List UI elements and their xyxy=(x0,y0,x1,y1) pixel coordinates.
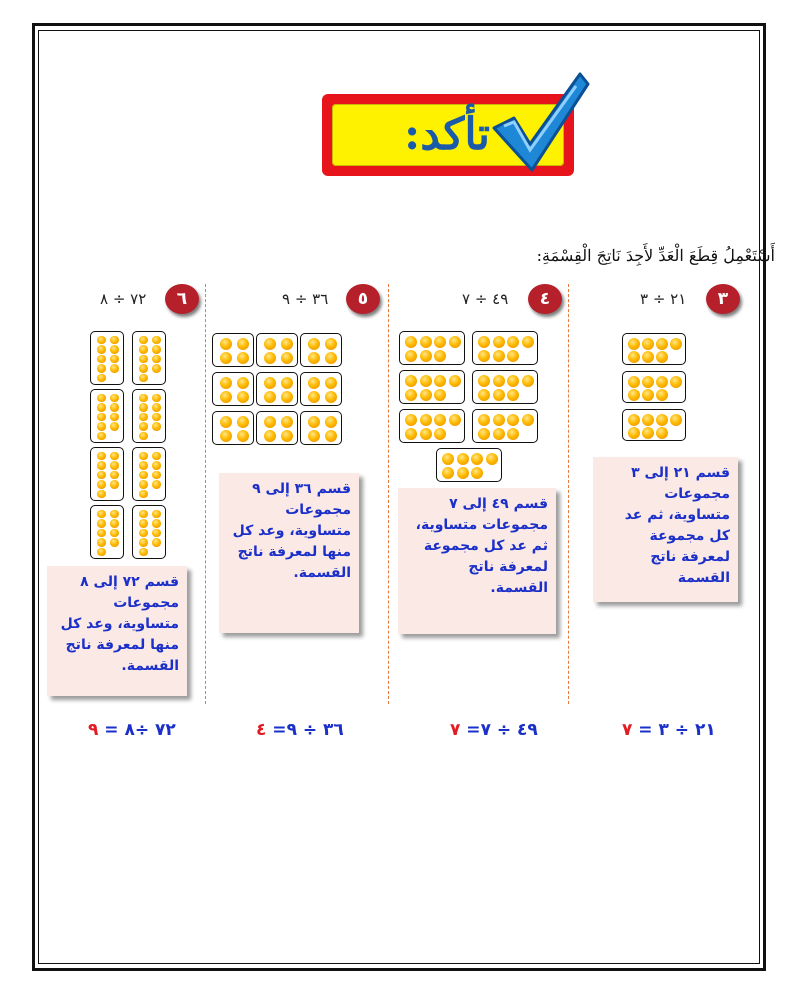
counter-group-card xyxy=(256,333,298,367)
counter-dot xyxy=(325,377,337,389)
counter-dot xyxy=(420,375,432,387)
counter-dot xyxy=(97,519,106,528)
counter-dot xyxy=(152,519,161,528)
counter-group-card xyxy=(212,333,254,367)
counter-group-card xyxy=(212,411,254,445)
exercise-expression: ٣٦ ÷ ٩ xyxy=(282,290,329,308)
counter-dot xyxy=(139,355,148,364)
counter-dot xyxy=(628,427,640,439)
counter-group-card xyxy=(399,331,465,365)
counter-dot xyxy=(405,375,417,387)
counter-dot xyxy=(97,432,106,441)
counter-dot xyxy=(642,389,654,401)
counter-group-card xyxy=(90,331,124,385)
exercise-number-badge: ٤ xyxy=(528,284,562,314)
counter-dot xyxy=(420,336,432,348)
counter-dot xyxy=(308,416,320,428)
exercise-number-badge: ٣ xyxy=(706,284,740,314)
counter-dot xyxy=(457,467,469,479)
counter-dot xyxy=(405,414,417,426)
counter-dot xyxy=(152,345,161,354)
counter-dot xyxy=(220,377,232,389)
counter-dot xyxy=(110,403,119,412)
answer-result: ٩ xyxy=(88,720,99,740)
exercise-expression: ٢١ ÷ ٣ xyxy=(640,290,687,308)
counter-dot xyxy=(264,352,276,364)
counter-dot xyxy=(110,413,119,422)
counter-dot xyxy=(478,336,490,348)
counter-dot xyxy=(110,355,119,364)
counter-dot xyxy=(642,338,654,350)
column-divider xyxy=(568,284,569,704)
counter-dot xyxy=(264,377,276,389)
counter-dot xyxy=(507,428,519,440)
counter-dot xyxy=(139,529,148,538)
counter-group-card xyxy=(472,331,538,365)
counter-dot xyxy=(139,345,148,354)
answer-line xyxy=(450,720,538,740)
counter-group-card xyxy=(256,411,298,445)
hint-note: قسم ٧٢ إلى ٨ مجموعات متساوية، وعد كل منها لمعرفة ناتج القسمة. xyxy=(47,566,187,696)
counter-dot xyxy=(139,519,148,528)
counter-dot xyxy=(434,350,446,362)
counter-dot xyxy=(220,391,232,403)
counter-dot xyxy=(97,355,106,364)
counter-dot xyxy=(237,377,249,389)
counter-dot xyxy=(220,352,232,364)
counter-dot xyxy=(139,374,148,383)
counter-dot xyxy=(628,376,640,388)
counter-dot xyxy=(152,355,161,364)
counter-dot xyxy=(152,364,161,373)
counter-dot xyxy=(237,352,249,364)
counter-group-card xyxy=(472,409,538,443)
instruction-text: أَسْتَعْمِلُ قِطَعَ الْعَدِّ لأَجِدَ نَاتِجَ الْقِسْمَةِ: xyxy=(536,246,775,265)
counter-dot xyxy=(457,453,469,465)
counter-dot xyxy=(220,338,232,350)
counter-dot xyxy=(478,389,490,401)
exercise-expression: ٧٢ ÷ ٨ xyxy=(100,290,147,308)
counter-dot xyxy=(308,391,320,403)
counter-dot xyxy=(420,428,432,440)
counter-dot xyxy=(97,374,106,383)
counter-dot xyxy=(152,452,161,461)
counter-dot xyxy=(325,338,337,350)
counter-dot xyxy=(152,413,161,422)
counter-dot xyxy=(325,391,337,403)
counter-dot xyxy=(493,336,505,348)
exercise-expression: ٤٩ ÷ ٧ xyxy=(462,290,509,308)
counter-group-card xyxy=(256,372,298,406)
counter-group-card xyxy=(399,409,465,443)
answer-expression: ٧٢ ÷٨ = xyxy=(98,720,176,740)
counter-dot xyxy=(110,345,119,354)
counter-dot xyxy=(442,453,454,465)
counter-group-card xyxy=(90,447,124,501)
counter-dot xyxy=(97,471,106,480)
counter-group-card xyxy=(622,371,686,403)
counter-dot xyxy=(139,480,148,489)
counter-dot xyxy=(493,389,505,401)
counter-dot xyxy=(478,428,490,440)
counter-dot xyxy=(264,430,276,442)
counter-dot xyxy=(642,351,654,363)
counter-dot xyxy=(656,389,668,401)
counter-dot xyxy=(237,391,249,403)
counter-dot xyxy=(110,461,119,470)
answer-result: ٧ xyxy=(622,720,633,740)
counter-group-card xyxy=(300,411,342,445)
answer-result: ٤ xyxy=(256,720,267,740)
counter-dot xyxy=(670,414,682,426)
counter-dot xyxy=(139,403,148,412)
counter-group-card xyxy=(300,333,342,367)
counter-dot xyxy=(139,452,148,461)
counter-dot xyxy=(152,422,161,431)
counter-dot xyxy=(152,480,161,489)
counter-dot xyxy=(139,336,148,345)
answer-expression: ٤٩ ÷ ٧= xyxy=(460,720,538,740)
counter-dot xyxy=(656,376,668,388)
exercise-number-badge: ٥ xyxy=(346,284,380,314)
counter-dot xyxy=(434,375,446,387)
counter-dot xyxy=(449,336,461,348)
counter-dot xyxy=(478,414,490,426)
counter-dot xyxy=(434,428,446,440)
counter-dot xyxy=(405,336,417,348)
counter-dot xyxy=(264,338,276,350)
counter-dot xyxy=(308,338,320,350)
counter-dot xyxy=(642,427,654,439)
counter-dot xyxy=(97,452,106,461)
counter-dot xyxy=(471,453,483,465)
counter-dot xyxy=(449,375,461,387)
counter-dot xyxy=(97,490,106,499)
counter-dot xyxy=(220,416,232,428)
hint-note: قسم ٢١ إلى ٣ مجموعات متساوية، ثم عد كل مجموعة لمعرفة ناتج القسمة xyxy=(593,457,738,602)
counter-dot xyxy=(656,338,668,350)
counter-dot xyxy=(628,414,640,426)
counter-dot xyxy=(110,529,119,538)
counter-dot xyxy=(97,480,106,489)
answer-expression: ٣٦ ÷ ٩= xyxy=(266,720,344,740)
counter-dot xyxy=(449,414,461,426)
counter-dot xyxy=(656,351,668,363)
counter-dot xyxy=(670,376,682,388)
counter-dot xyxy=(493,375,505,387)
counter-dot xyxy=(110,538,119,547)
counter-dot xyxy=(656,427,668,439)
counter-dot xyxy=(507,375,519,387)
answer-line xyxy=(622,720,716,740)
hint-note: قسم ٤٩ إلى ٧ مجموعات متساوية، ثم عد كل مجموعة لمعرفة ناتج القسمة. xyxy=(398,488,556,634)
counter-group-card xyxy=(132,505,166,559)
counter-dot xyxy=(325,416,337,428)
counter-dot xyxy=(97,510,106,519)
counter-dot xyxy=(493,428,505,440)
counter-dot xyxy=(97,394,106,403)
counter-dot xyxy=(308,377,320,389)
counter-group-card xyxy=(132,389,166,443)
counter-dot xyxy=(152,461,161,470)
counter-dot xyxy=(281,416,293,428)
counter-dot xyxy=(139,461,148,470)
column-divider xyxy=(388,284,389,704)
counter-dot xyxy=(139,364,148,373)
counter-dot xyxy=(281,430,293,442)
counter-dot xyxy=(110,422,119,431)
counter-dot xyxy=(434,336,446,348)
counter-dot xyxy=(139,538,148,547)
counter-dot xyxy=(139,394,148,403)
counter-dot xyxy=(139,471,148,480)
counter-dot xyxy=(139,490,148,499)
counter-group-card xyxy=(132,447,166,501)
counter-dot xyxy=(507,414,519,426)
counter-dot xyxy=(97,538,106,547)
counter-dot xyxy=(325,352,337,364)
counter-dot xyxy=(152,538,161,547)
counter-dot xyxy=(97,403,106,412)
answer-line xyxy=(88,720,176,740)
counter-dot xyxy=(325,430,337,442)
counter-dot xyxy=(493,350,505,362)
counter-group-card xyxy=(212,372,254,406)
counter-group-card xyxy=(622,409,686,441)
counter-group-card xyxy=(622,333,686,365)
counter-dot xyxy=(97,413,106,422)
counter-dot xyxy=(405,350,417,362)
counter-dot xyxy=(152,529,161,538)
counter-dot xyxy=(139,548,148,557)
counter-dot xyxy=(471,467,483,479)
counter-dot xyxy=(110,519,119,528)
counter-group-card xyxy=(90,505,124,559)
column-divider xyxy=(205,284,206,704)
exercise-number-badge: ٦ xyxy=(165,284,199,314)
counter-dot xyxy=(110,394,119,403)
counter-dot xyxy=(110,480,119,489)
counter-group-card xyxy=(399,370,465,404)
counter-dot xyxy=(139,422,148,431)
counter-dot xyxy=(670,338,682,350)
counter-dot xyxy=(642,376,654,388)
counter-dot xyxy=(110,510,119,519)
counter-dot xyxy=(152,336,161,345)
counter-dot xyxy=(434,389,446,401)
answer-result: ٧ xyxy=(450,720,461,740)
counter-dot xyxy=(628,351,640,363)
counter-dot xyxy=(281,352,293,364)
counter-dot xyxy=(281,377,293,389)
counter-dot xyxy=(281,338,293,350)
counter-dot xyxy=(110,336,119,345)
counter-dot xyxy=(628,389,640,401)
counter-dot xyxy=(420,414,432,426)
counter-dot xyxy=(139,510,148,519)
counter-group-card xyxy=(90,389,124,443)
counter-dot xyxy=(97,336,106,345)
counter-dot xyxy=(97,461,106,470)
counter-dot xyxy=(97,364,106,373)
counter-dot xyxy=(97,422,106,431)
counter-dot xyxy=(110,471,119,480)
counter-dot xyxy=(110,364,119,373)
counter-dot xyxy=(507,336,519,348)
counter-group-card xyxy=(436,448,502,482)
counter-dot xyxy=(442,467,454,479)
counter-dot xyxy=(139,432,148,441)
counter-dot xyxy=(97,548,106,557)
counter-dot xyxy=(152,471,161,480)
counter-dot xyxy=(152,510,161,519)
answer-expression: ٢١ ÷ ٣ = xyxy=(632,720,716,740)
counter-dot xyxy=(220,430,232,442)
counter-group-card xyxy=(300,372,342,406)
counter-dot xyxy=(656,414,668,426)
counter-dot xyxy=(420,350,432,362)
answer-line xyxy=(256,720,344,740)
counter-dot xyxy=(420,389,432,401)
counter-dot xyxy=(139,413,148,422)
counter-dot xyxy=(522,375,534,387)
counter-dot xyxy=(237,430,249,442)
counter-dot xyxy=(507,350,519,362)
counter-dot xyxy=(405,428,417,440)
counter-dot xyxy=(152,403,161,412)
page-title: تأكد: xyxy=(404,109,490,160)
counter-group-card xyxy=(132,331,166,385)
counter-dot xyxy=(522,336,534,348)
counter-dot xyxy=(237,416,249,428)
counter-dot xyxy=(308,430,320,442)
hint-note: قسم ٣٦ إلى ٩ مجموعات متساوية، وعد كل منها لمعرفة ناتج القسمة. xyxy=(219,473,359,633)
counter-dot xyxy=(97,345,106,354)
counter-dot xyxy=(486,453,498,465)
counter-dot xyxy=(264,391,276,403)
counter-dot xyxy=(308,352,320,364)
counter-dot xyxy=(434,414,446,426)
counter-dot xyxy=(493,414,505,426)
counter-dot xyxy=(110,452,119,461)
counter-dot xyxy=(97,529,106,538)
checkmark-icon xyxy=(484,66,594,176)
counter-dot xyxy=(522,414,534,426)
counter-dot xyxy=(642,414,654,426)
counter-dot xyxy=(152,394,161,403)
counter-dot xyxy=(405,389,417,401)
counter-dot xyxy=(478,375,490,387)
counter-group-card xyxy=(472,370,538,404)
counter-dot xyxy=(264,416,276,428)
counter-dot xyxy=(281,391,293,403)
counter-dot xyxy=(628,338,640,350)
counter-dot xyxy=(478,350,490,362)
counter-dot xyxy=(237,338,249,350)
counter-dot xyxy=(507,389,519,401)
